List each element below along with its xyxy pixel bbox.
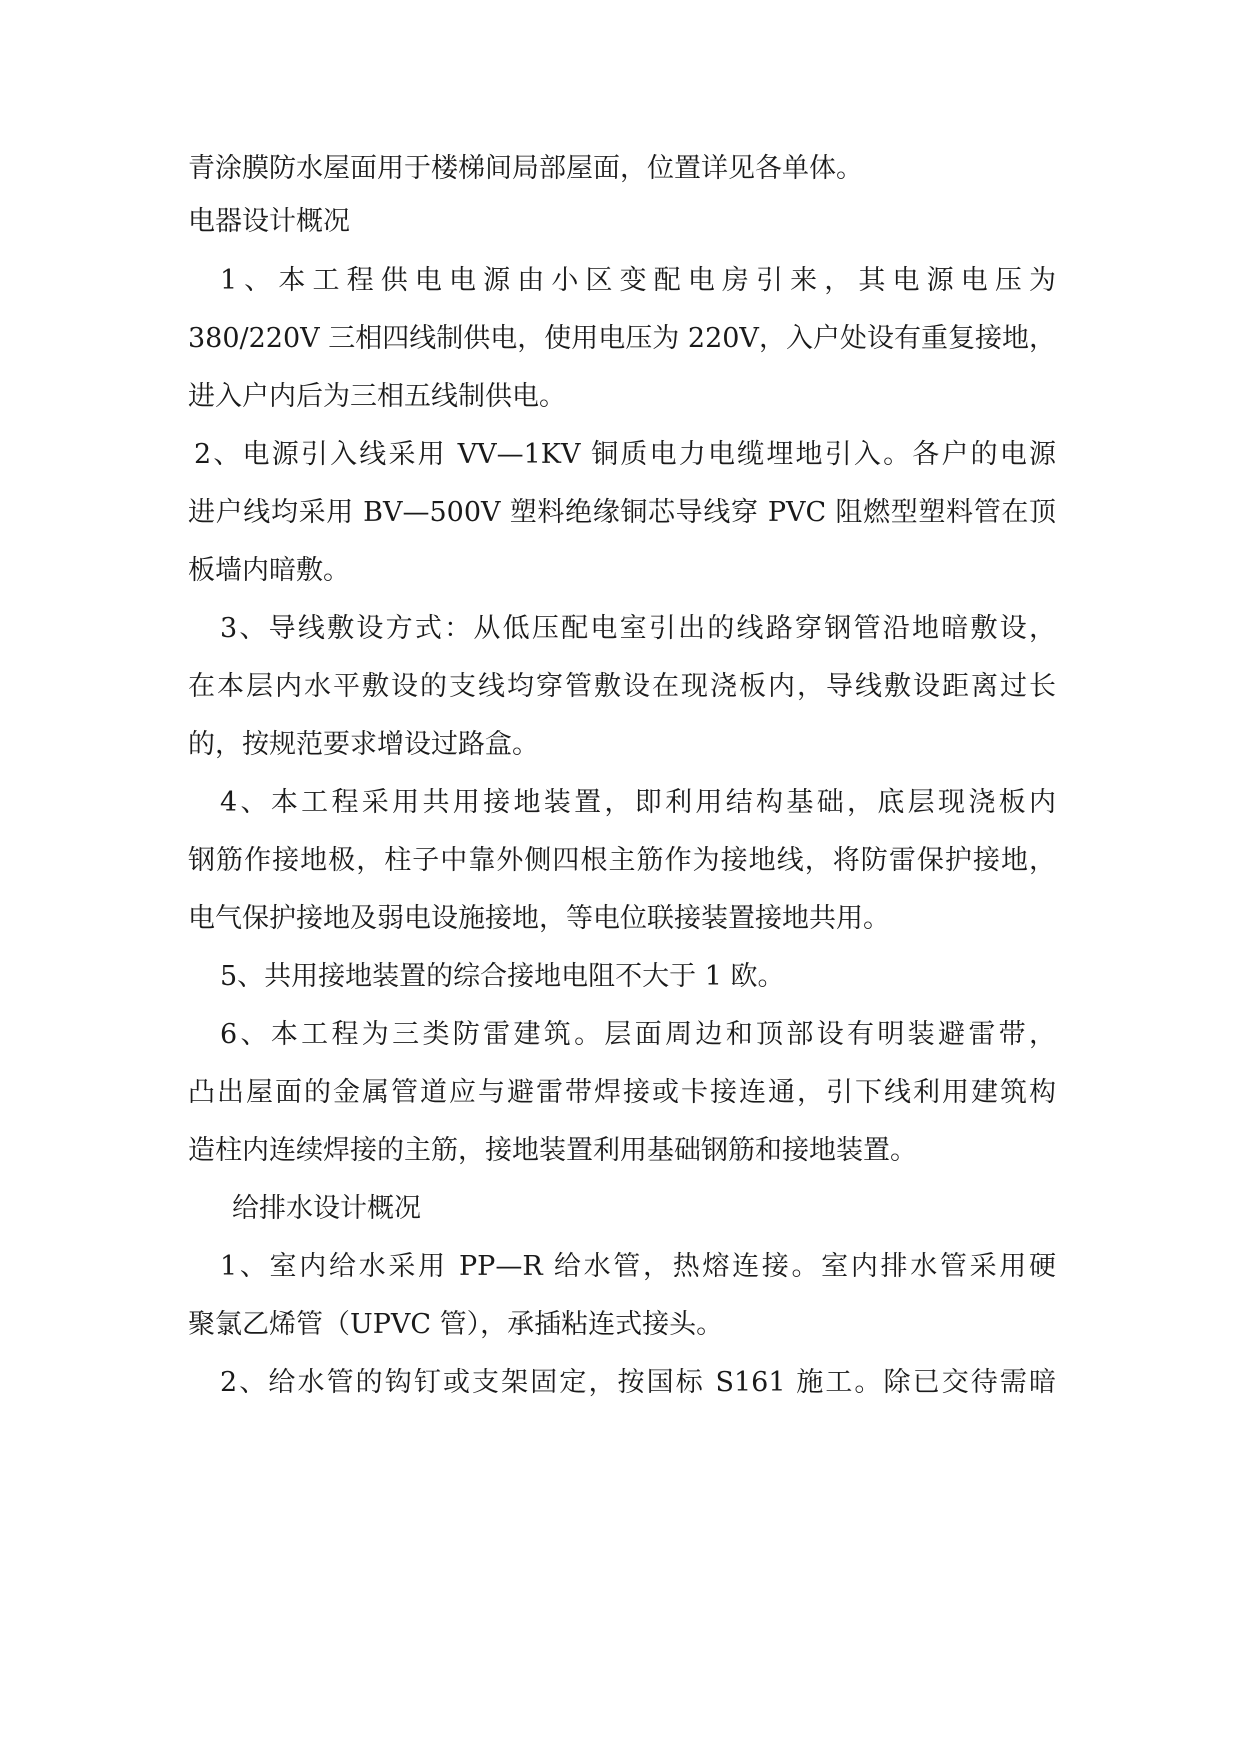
- text-line-6: 2、电源引入线采用 VV—1KV 铜质电力电缆埋地引入。各户的电源: [194, 439, 1056, 470]
- text-line-1: 青涂膜防水屋面用于楼梯间局部屋面，位置详见各单体。: [188, 153, 863, 184]
- text-line-7: 进户线均采用 BV—500V 塑料绝缘铜芯导线穿 PVC 阻燃型塑料管在顶: [188, 497, 1056, 528]
- text-line-13: 钢筋作接地极，柱子中靠外侧四根主筋作为接地线，将防雷保护接地，: [188, 845, 1056, 876]
- text-line-8: 板墙内暗敷。: [188, 555, 350, 586]
- text-line-12: 4、本工程采用共用接地装置，即利用结构基础，底层现浇板内: [220, 787, 1056, 818]
- text-line-15: 5、共用接地装置的综合接地电阻不大于 1 欧。: [220, 961, 785, 992]
- text-line-21: 聚氯乙烯管（UPVC 管），承插粘连式接头。: [188, 1309, 724, 1340]
- section-heading-electrical: 电器设计概况: [188, 206, 350, 237]
- text-line-10: 在本层内水平敷设的支线均穿管敷设在现浇板内，导线敷设距离过长: [188, 671, 1056, 702]
- text-line-5: 进入户内后为三相五线制供电。: [188, 381, 566, 412]
- text-line-17: 凸出屋面的金属管道应与避雷带焊接或卡接连通，引下线利用建筑构: [188, 1077, 1056, 1108]
- section-heading-plumbing: 给排水设计概况: [232, 1193, 421, 1224]
- text-line-18: 造柱内连续焊接的主筋，接地装置利用基础钢筋和接地装置。: [188, 1135, 917, 1166]
- text-line-9: 3、导线敷设方式：从低压配电室引出的线路穿钢管沿地暗敷设，: [220, 613, 1056, 644]
- text-line-22: 2、给水管的钩钉或支架固定，按国标 S161 施工。除已交待需暗: [220, 1367, 1056, 1398]
- text-line-11: 的，按规范要求增设过路盒。: [188, 729, 539, 760]
- text-line-3: 1、本工程供电电源由小区变配电房引来，其电源电压为: [220, 265, 1056, 296]
- text-line-20: 1、室内给水采用 PP—R 给水管，热熔连接。室内排水管采用硬: [220, 1251, 1056, 1282]
- text-line-14: 电气保护接地及弱电设施接地，等电位联接装置接地共用。: [188, 903, 890, 934]
- text-line-16: 6、本工程为三类防雷建筑。层面周边和顶部设有明装避雷带，: [220, 1019, 1056, 1050]
- text-line-4: 380/220V 三相四线制供电，使用电压为 220V，入户处设有重复接地，: [188, 323, 1056, 354]
